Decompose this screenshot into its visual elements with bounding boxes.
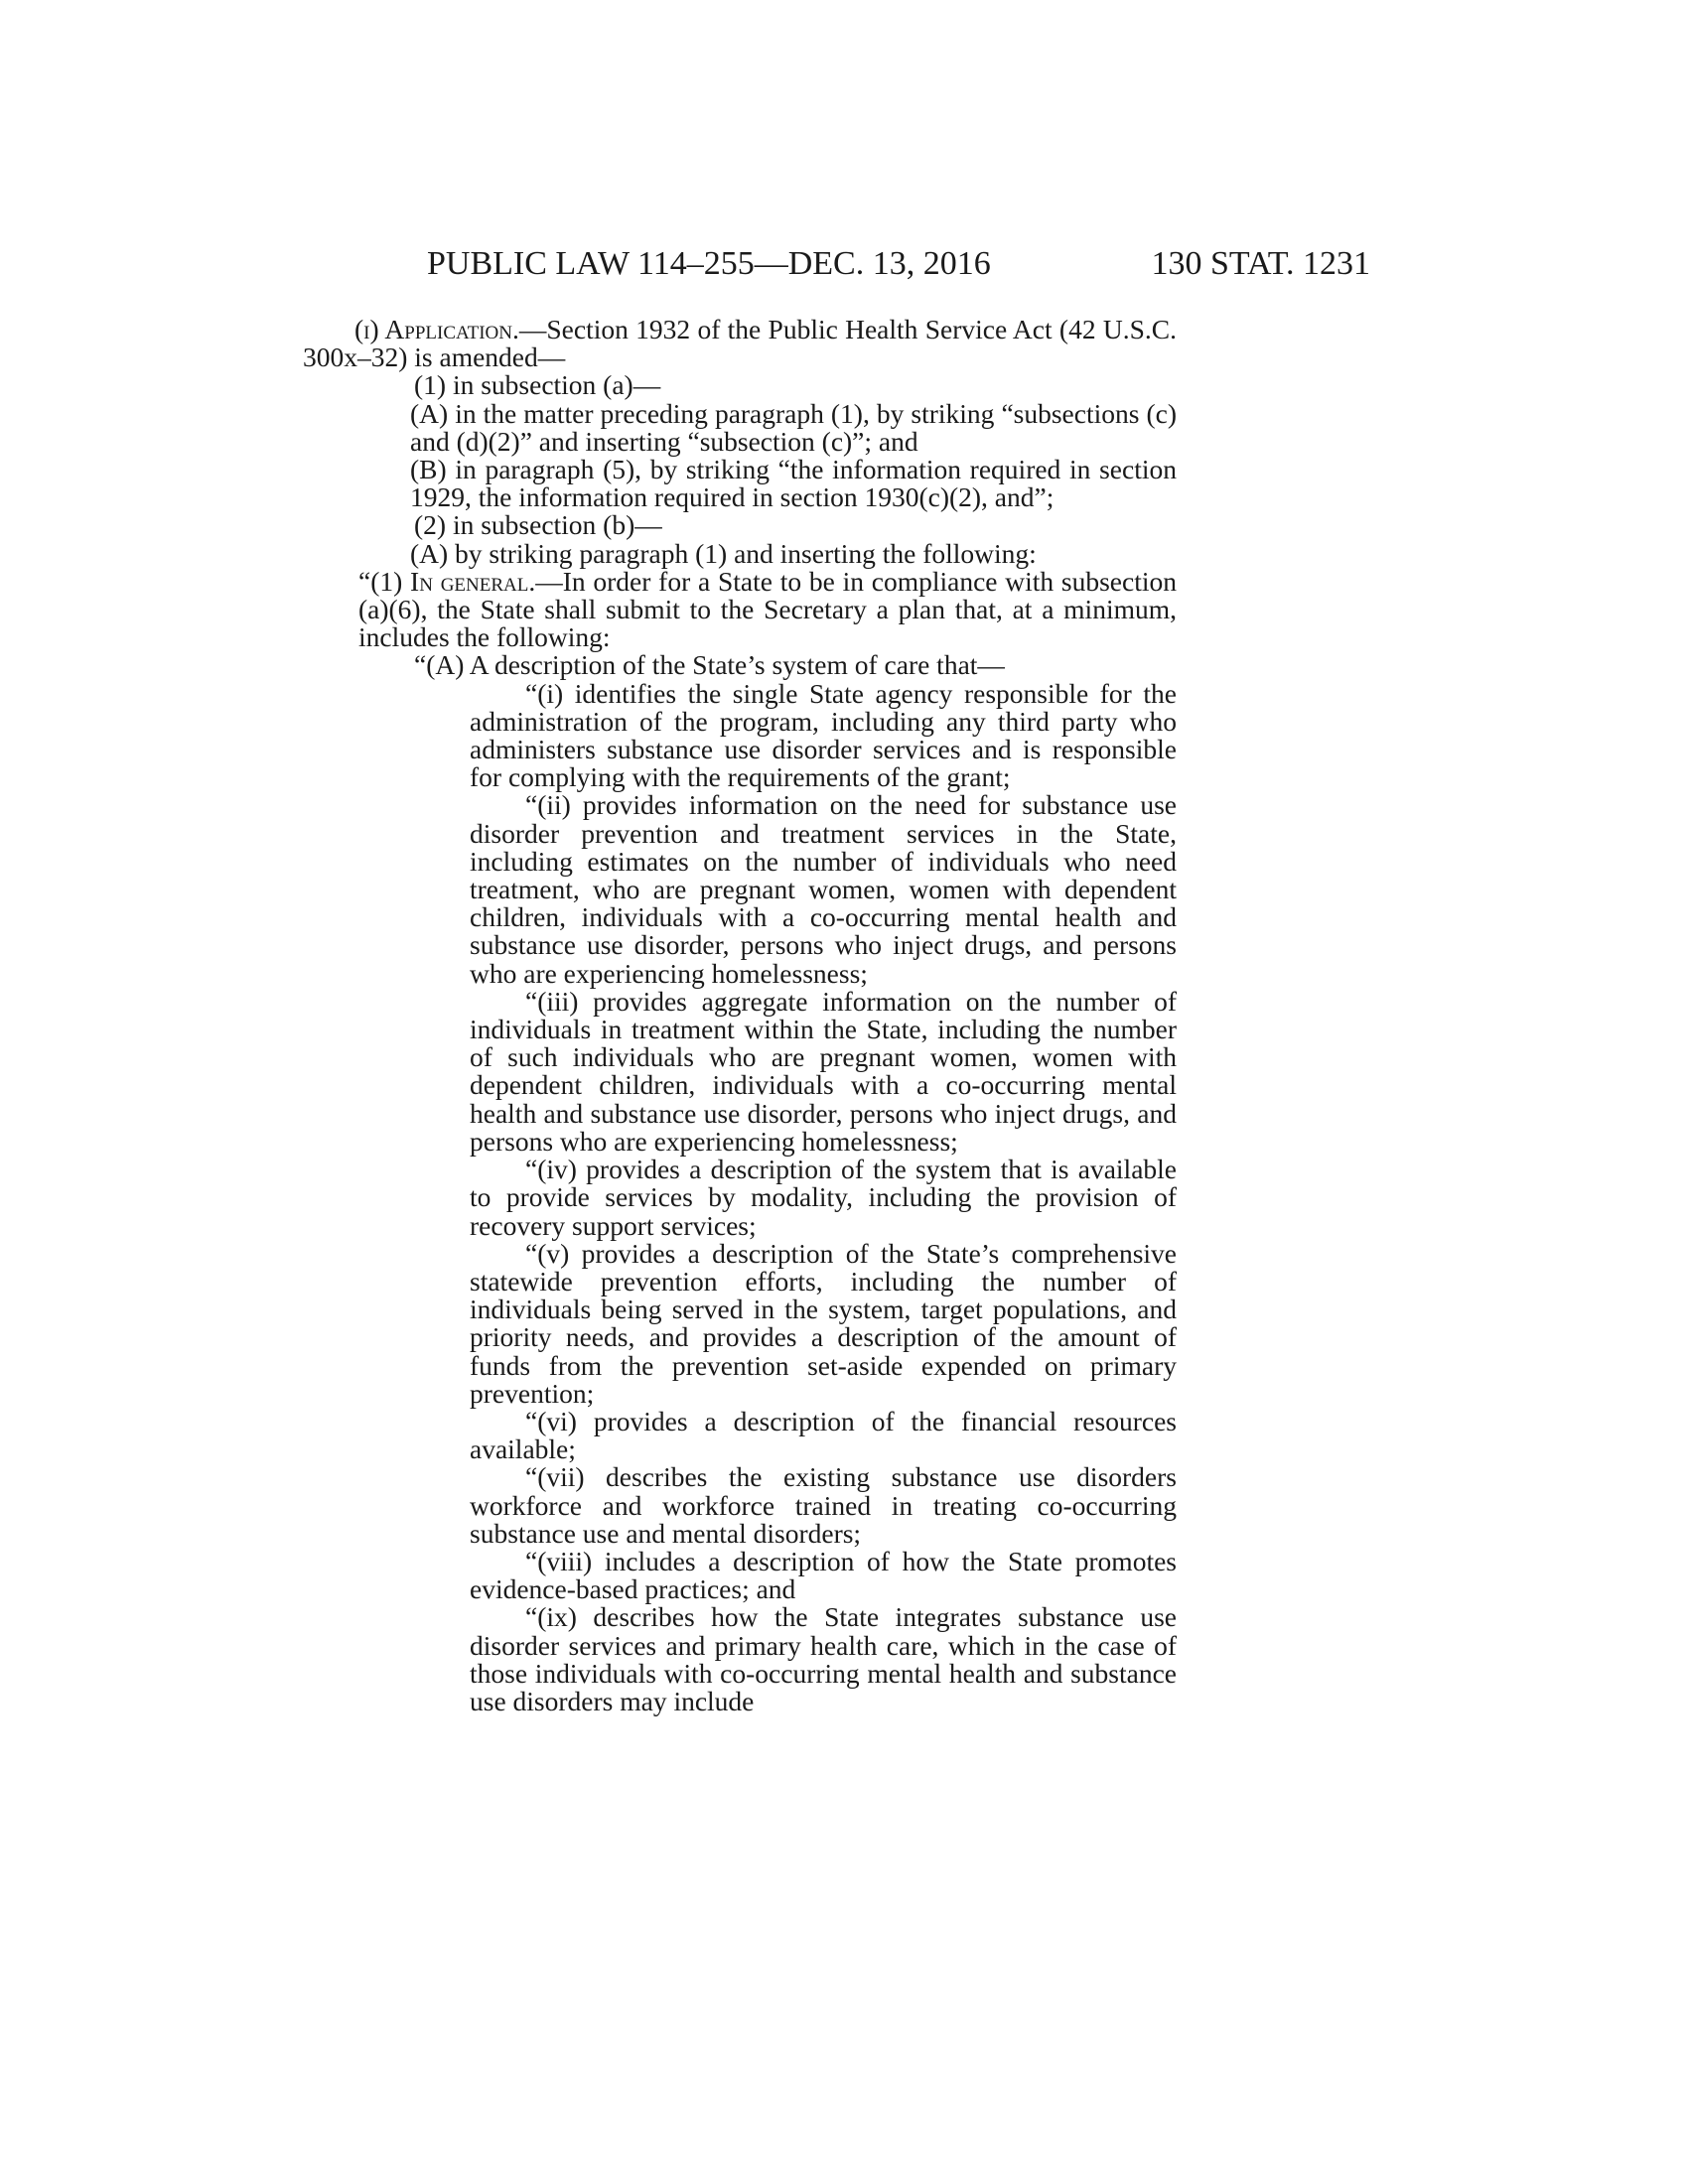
item-iv: “(iv) provides a description of the system that is available to provide services by modality, including the provision of recovery support services;	[470, 1154, 1177, 1241]
item-ii: “(ii) provides information on the need for substance use disorder prevention and treatment services in the State, including estimates on the number of individuals who need treatment, who are pregnant women, women with dependent children, individuals with a co-occurring mental health and substance use disorder, persons who inject drugs, and persons who are experiencing homelessness;	[470, 789, 1177, 989]
item-ix: “(ix) describes how the State integrates substance use disorder services and primary health care, which in the case of those individuals with co-occurring mental health and substance use disorders may include	[470, 1601, 1177, 1716]
item-v: “(v) provides a description of the State’s comprehensive statewide prevention efforts, including the number of individuals being served in the system, target populations, and priority needs, and provides a description of the amount of funds from the prevention set-aside expended on primary prevention;	[470, 1237, 1177, 1409]
item-i: “(i) identifies the single State agency responsible for the administration of the program, including any third party who administers substance use disorder services and is responsible for complying with the requirements of the grant;	[470, 677, 1177, 793]
item-viii: “(viii) includes a description of how the State promotes evidence-based practices; and	[470, 1545, 1177, 1605]
item-1: (1) in subsection (a)—	[414, 369, 661, 401]
item-2: (2) in subsection (b)—	[414, 509, 662, 541]
paragraph-in-general	[303, 565, 1177, 653]
public-law-citation: PUBLIC LAW 114–255—DEC. 13, 2016	[427, 245, 991, 282]
paragraph-application	[303, 316, 1177, 371]
roman-items	[303, 677, 1177, 1716]
item-2-A: (A) by striking paragraph (1) and inserting the following:	[410, 537, 1037, 569]
item-1-B: (B) in paragraph (5), by striking “the information required in section 1929, the information required in section 1930(c)(2), and”;	[410, 454, 1177, 513]
statute-page-number: 130 STAT. 1231	[1151, 245, 1370, 282]
item-A: “(A) A description of the State’s system of care that—	[414, 649, 1005, 681]
item-iii: “(iii) provides aggregate information on the number of individuals in treatment within the State, including the number of such individuals who are pregnant women, women with dependent children, individuals with a co-occurring mental health and substance use disorder, persons who inject drugs, and persons who are experiencing homelessness;	[470, 985, 1177, 1157]
application-text: —Section 1932 of the Public Health Service Act (42 U.S.C. 300x–32) is amended—	[303, 314, 1177, 373]
item-1-A: (A) in the matter preceding paragraph (1), by striking “subsections (c) and (d)(2)” and inserting “subsection (c)”; and	[410, 397, 1177, 457]
document-body	[303, 316, 1177, 1715]
running-header	[427, 244, 1370, 284]
application-heading: (i) Application.	[354, 314, 519, 344]
general-heading: In general.	[410, 565, 536, 597]
general-prefix: “(1)	[358, 565, 411, 597]
item-vi: “(vi) provides a description of the financial resources available;	[470, 1405, 1177, 1465]
general-text: —In order for a State to be in compliance with subsection (a)(6), the State shall submit to the Secretary a plan that, at a minimum, includes the following:	[358, 565, 1177, 653]
item-vii: “(vii) describes the existing substance use disorders workforce and workforce trained in treating co-occurring substance use and mental disorders;	[470, 1461, 1177, 1549]
